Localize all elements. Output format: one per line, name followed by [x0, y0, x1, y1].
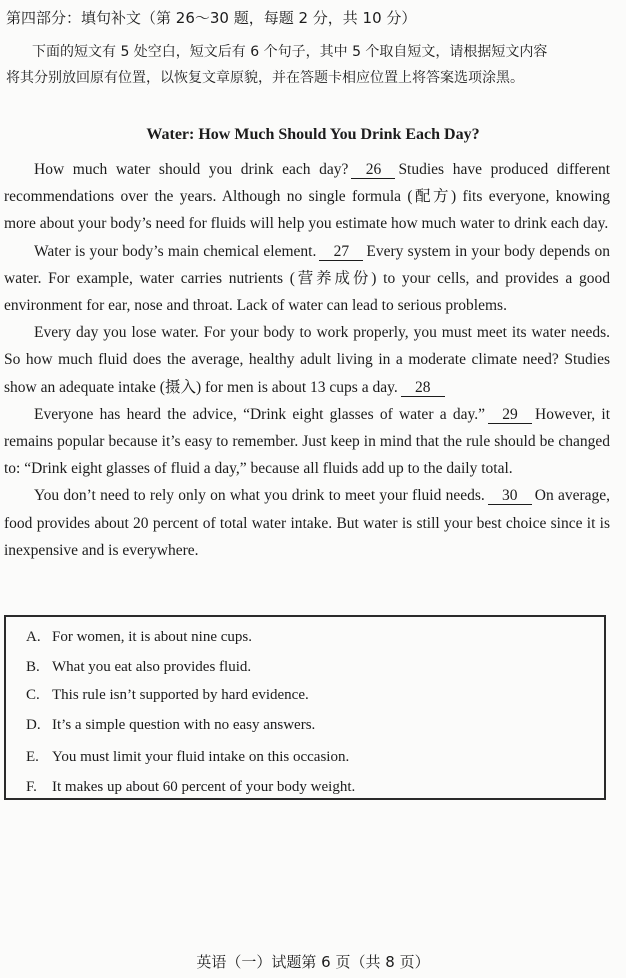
option-d	[26, 715, 315, 735]
option-text: This rule isn’t supported by hard evidence.	[52, 687, 309, 703]
option-text: It’s a simple question with no easy answers.	[52, 717, 316, 733]
instructions	[6, 39, 618, 91]
option-text: You must limit your fluid intake on this occasion.	[52, 749, 350, 765]
options-box	[4, 615, 606, 800]
paragraph-text: Water is your body’s main chemical element.	[34, 242, 317, 260]
paragraph-text: Every system in your body depends on water. For example, water carries nutrients (营养成份) to your cells, and provides a good environment for ear, nose and throat. Lack of water can lead to serious problems.	[4, 242, 610, 315]
paragraph-text: Every day you lose water. For your body to work properly, you must meet its water needs. So how much fluid does the average, healthy adult living in a moderate climate need? Studies show an adequate intake (摄入) for men is about 13 cups a day.	[4, 324, 610, 396]
option-f	[26, 777, 355, 797]
option-letter: E.	[26, 749, 39, 765]
option-letter: A.	[26, 629, 41, 645]
instruction-line: 将其分别放回原有位置，以恢复文章原貌，并在答题卡相应位置上将答案选项涂黑。	[6, 70, 524, 86]
answer-blank-28: 28	[401, 380, 445, 397]
passage-paragraph	[4, 319, 610, 401]
paragraph-text: How much water should you drink each day?	[34, 161, 349, 178]
paragraph-text: On average, food provides about 20 percent of total water intake. But water is still your best choice since it is inexpensive and is everywhere.	[4, 487, 611, 559]
answer-blank-26: 26	[351, 162, 395, 179]
option-text: For women, it is about nine cups.	[52, 629, 252, 645]
paragraph-text: You don’t need to rely only on what you drink to meet your fluid needs.	[34, 487, 485, 505]
answer-blank-27: 27	[319, 244, 363, 261]
passage-paragraph	[4, 401, 610, 483]
paragraph-text: Studies have produced different recommendations over the years. Although no single formula (配方) fits everyone, knowing more about your body’s need for fluids will help you estimate how much water to drink each day.	[4, 161, 611, 233]
passage-paragraph	[4, 482, 610, 564]
option-letter: C.	[26, 687, 40, 703]
option-text: What you eat also provides fluid.	[52, 659, 252, 675]
instruction-line: 下面的短文有 5 处空白，短文后有 6 个句子，其中 5 个取自短文，请根据短文内容	[32, 44, 548, 60]
paragraph-text: However, it remains popular because it’s easy to remember. Just keep in mind that the rule should be changed to: “Drink eight glasses of fluid a day,” because all fluids add up to the daily total.	[4, 405, 610, 478]
option-b	[26, 657, 251, 677]
option-letter: D.	[26, 717, 41, 733]
section-header: 第四部分：填句补文（第 26～30 题，每题 2 分，共 10 分）	[6, 9, 417, 27]
passage-paragraph	[4, 238, 610, 320]
option-a	[26, 627, 252, 647]
passage-body	[4, 156, 610, 564]
option-c	[26, 685, 309, 705]
paragraph-text: Everyone has heard the advice, “Drink eight glasses of water a day.”	[34, 405, 486, 423]
answer-blank-30: 30	[488, 488, 532, 505]
passage-paragraph	[4, 156, 610, 238]
option-letter: B.	[26, 659, 40, 675]
option-letter: F.	[26, 779, 37, 795]
option-text: It makes up about 60 percent of your body weight.	[52, 779, 356, 795]
answer-blank-29: 29	[488, 407, 532, 424]
passage-title: Water: How Much Should You Drink Each Day?	[146, 126, 480, 143]
page-footer: 英语（一）试题第 6 页（共 8 页）	[196, 953, 430, 971]
option-e	[26, 747, 349, 767]
